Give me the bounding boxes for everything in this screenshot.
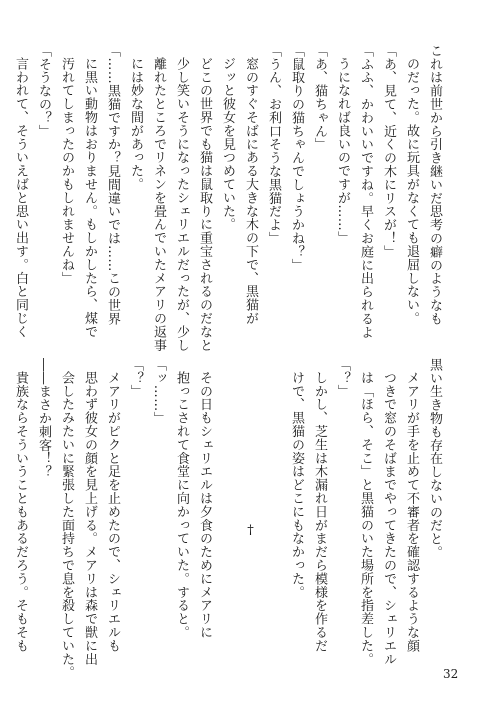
text-line: 「あ、猫ちゃん」 [312, 44, 327, 152]
text-line: 抱っこされて食堂に向かっていた。すると。 [174, 371, 189, 639]
text-line: 「？」 [335, 358, 350, 399]
text-line: は「ほら、そこ」と黒猫のいた場所を指差した。 [358, 371, 373, 666]
text-line: 「？」 [128, 358, 143, 399]
text-line: に黒い動物はおりません。もしかしたら、煤で [82, 57, 97, 339]
text-line: その日もシェリエルは夕食のためにメアリに [197, 371, 212, 639]
text-block-lower [9, 358, 446, 680]
text-line: 「うん、お利口そうな黒猫だよ」 [266, 44, 281, 245]
text-line: メアリが手を止めて不審者を確認するような顔 [404, 371, 419, 653]
text-line: 貴族ならそういうこともあるだろう。そもそも [13, 371, 28, 653]
text-line [262, 358, 285, 634]
text-line: 離れたところでリネンを畳んでいたメアリの返事 [151, 57, 166, 352]
text-line: メアリがピクと足を止めたので、シェリエルも [105, 371, 120, 653]
text-line: 「ッ……」 [151, 358, 166, 425]
text-line: 汚れてしまったのかもしれませんね」 [59, 57, 74, 285]
text-block-upper [9, 44, 446, 352]
text-line: 「そうなの？」 [36, 44, 51, 138]
text-line: 窓のすぐそばにある大きな木の下で、黒猫が [243, 57, 258, 325]
text-line: しかし、芝生は木漏れ日がまだら模様を作るだ [312, 371, 327, 653]
text-line: これは前世から引き継いだ思考の癖のようなも [427, 44, 442, 326]
text-line: 「あ、見て、近くの木にリスが！」 [381, 44, 396, 259]
text-line: 黒い生き物も存在しないのだと。 [427, 358, 442, 559]
text-line: ジッと彼女を見つめていた。 [220, 57, 235, 232]
text-line: 少し笑いそうになったシェリエルだったが、少し [174, 57, 189, 352]
text-line: けで、黒猫の姿はどこにもなかった。 [289, 371, 304, 599]
text-line: のだった。故に玩具がなくても退屈しない。 [404, 57, 419, 325]
page-number: 32 [443, 667, 459, 681]
text-line: どこの世界でも猫は鼠取りに重宝されるのだなと [197, 57, 212, 352]
text-line: 会したみたいに緊張した面持ちで息を殺していた。 [59, 371, 74, 680]
text-line [216, 358, 239, 634]
text-line: つきで窓のそばまでやってきたので、シェリエル [381, 371, 396, 666]
text-line: ――まさか刺客！？ [36, 358, 51, 479]
text-line: うになれば良いのですが……」 [335, 57, 350, 245]
text-line: † [243, 523, 258, 539]
text-line: 「鼠取りの猫ちゃんでしょうかね？」 [289, 44, 304, 272]
text-line: には妙な間があった。 [128, 57, 143, 191]
text-line: 言われて、そういえばと思い出す。白と同じく [13, 57, 28, 339]
text-line: 「ふふ、かわいいですね。早くお庭に出られるよ [358, 44, 373, 339]
text-line: 「……黒猫ですか？見間違いでは……この世界 [105, 44, 120, 326]
text-line: 思わず彼女の顔を見上げる。メアリは森で獣に出 [82, 371, 97, 666]
